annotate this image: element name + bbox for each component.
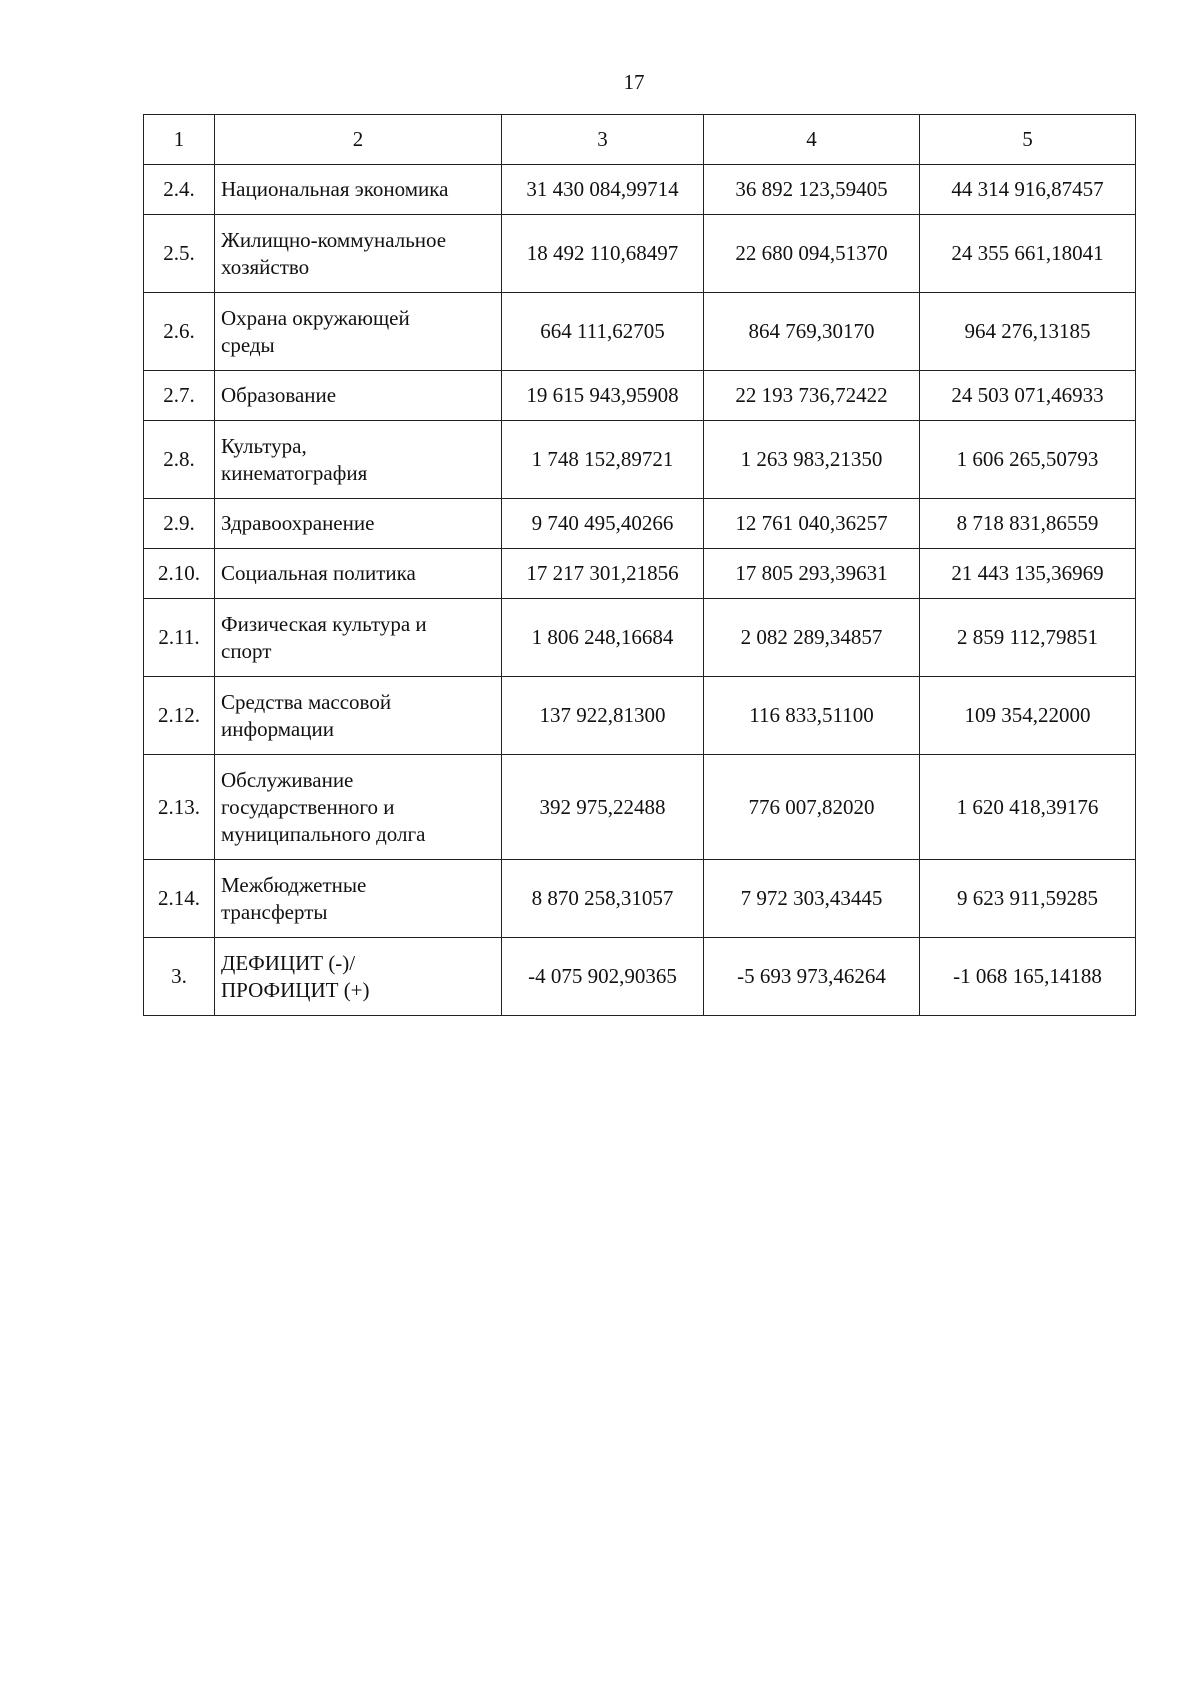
value-cell-5: 24 355 661,18041 [920,215,1136,293]
row-number-cell: 2.7. [144,371,215,421]
value-cell-3: 19 615 943,95908 [502,371,704,421]
table-row [144,549,1136,599]
table-row [144,293,1136,371]
table-body [144,165,1136,1016]
row-name-line: Физическая культура и [221,611,427,636]
value-cell-3: 137 922,81300 [502,677,704,755]
row-number-cell: 2.12. [144,677,215,755]
row-name-cell [215,421,502,499]
table-row [144,215,1136,293]
row-name-line: ДЕФИЦИТ (-)/ [221,950,356,975]
value-cell-4: 36 892 123,59405 [704,165,920,215]
row-number-cell: 2.11. [144,599,215,677]
row-name-line: Здравоохранение [221,511,375,535]
value-cell-4: 22 680 094,51370 [704,215,920,293]
value-cell-3: 17 217 301,21856 [502,549,704,599]
row-name-line: Жилищно-коммунальное [221,227,447,252]
row-name-cell [215,499,502,549]
table-row [144,599,1136,677]
page-number: 17 [623,70,645,94]
value-cell-3: 18 492 110,68497 [502,215,704,293]
row-name-cell [215,549,502,599]
row-name-cell [215,860,502,938]
value-cell-5: 24 503 071,46933 [920,371,1136,421]
column-header: 5 [920,115,1136,165]
table-row [144,499,1136,549]
row-number-cell: 2.13. [144,755,215,860]
value-cell-5: 1 620 418,39176 [920,755,1136,860]
row-name-line: информации [221,716,334,741]
row-name-line: Обслуживание [221,767,354,792]
table-row [144,371,1136,421]
row-number-cell: 2.10. [144,549,215,599]
value-cell-4: 7 972 303,43445 [704,860,920,938]
column-header: 1 [144,115,215,165]
value-cell-5: 44 314 916,87457 [920,165,1136,215]
row-number-cell: 2.14. [144,860,215,938]
row-name-line: Межбюджетные [221,872,367,897]
row-name-line: государственного и [221,794,395,819]
value-cell-5: 8 718 831,86559 [920,499,1136,549]
row-name-line: ПРОФИЦИТ (+) [221,977,370,1002]
value-cell-5: 2 859 112,79851 [920,599,1136,677]
row-number-cell: 2.4. [144,165,215,215]
column-header: 4 [704,115,920,165]
row-name-line: Социальная политика [221,561,416,585]
value-cell-3: -4 075 902,90365 [502,938,704,1016]
value-cell-5: -1 068 165,14188 [920,938,1136,1016]
row-name-cell [215,165,502,215]
row-number-cell: 2.6. [144,293,215,371]
row-number-cell: 2.9. [144,499,215,549]
column-header: 3 [502,115,704,165]
row-name-cell [215,938,502,1016]
row-name-cell [215,215,502,293]
budget-table [143,114,1136,1016]
row-name-cell [215,755,502,860]
value-cell-4: -5 693 973,46264 [704,938,920,1016]
value-cell-5: 964 276,13185 [920,293,1136,371]
value-cell-4: 22 193 736,72422 [704,371,920,421]
value-cell-4: 864 769,30170 [704,293,920,371]
value-cell-4: 17 805 293,39631 [704,549,920,599]
row-name-cell [215,293,502,371]
column-header: 2 [215,115,502,165]
row-number-cell: 2.5. [144,215,215,293]
row-name-line: кинематография [221,460,368,485]
table-row [144,938,1136,1016]
value-cell-4: 1 263 983,21350 [704,421,920,499]
value-cell-3: 9 740 495,40266 [502,499,704,549]
row-name-line: муниципального долга [221,821,426,846]
value-cell-4: 2 082 289,34857 [704,599,920,677]
value-cell-3: 392 975,22488 [502,755,704,860]
table-row [144,165,1136,215]
row-name-cell [215,599,502,677]
row-name-cell [215,371,502,421]
table-row [144,755,1136,860]
value-cell-4: 12 761 040,36257 [704,499,920,549]
value-cell-5: 1 606 265,50793 [920,421,1136,499]
value-cell-3: 8 870 258,31057 [502,860,704,938]
table-row [144,421,1136,499]
value-cell-3: 31 430 084,99714 [502,165,704,215]
row-name-line: среды [221,332,275,357]
row-name-line: Культура, [221,433,307,458]
table-row [144,860,1136,938]
value-cell-5: 109 354,22000 [920,677,1136,755]
row-name-cell [215,677,502,755]
value-cell-3: 1 806 248,16684 [502,599,704,677]
row-name-line: хозяйство [221,254,310,279]
table-header-row [144,115,1136,165]
value-cell-4: 116 833,51100 [704,677,920,755]
row-name-line: трансферты [221,899,328,924]
value-cell-3: 1 748 152,89721 [502,421,704,499]
row-name-line: Охрана окружающей [221,305,410,330]
value-cell-5: 21 443 135,36969 [920,549,1136,599]
value-cell-5: 9 623 911,59285 [920,860,1136,938]
value-cell-4: 776 007,82020 [704,755,920,860]
table-row [144,677,1136,755]
row-name-line: Национальная экономика [221,177,449,201]
row-number-cell: 2.8. [144,421,215,499]
row-name-line: Средства массовой [221,689,392,714]
row-name-line: Образование [221,383,337,407]
row-name-line: спорт [221,638,272,663]
row-number-cell: 3. [144,938,215,1016]
value-cell-3: 664 111,62705 [502,293,704,371]
